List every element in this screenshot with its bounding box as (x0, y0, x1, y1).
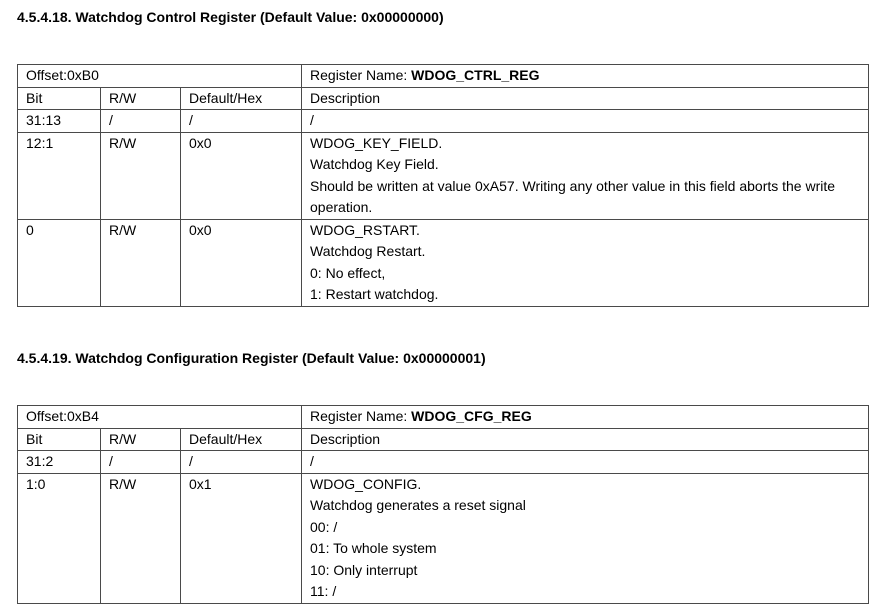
description-line: Watchdog Restart. (310, 243, 426, 259)
description-line: Should be written at value 0xA57. Writing any other value in this field aborts the write operation. (310, 177, 836, 215)
offset-cell: Offset:0xB4 (18, 406, 302, 429)
table-row-offset (18, 406, 869, 429)
default-cell: 0x1 (181, 473, 302, 603)
table-row (18, 451, 869, 474)
header-default: Default/Hex (181, 87, 302, 110)
table-row (18, 132, 869, 219)
description-line: 1: Restart watchdog. (310, 286, 439, 302)
header-default: Default/Hex (181, 428, 302, 451)
description-line: 00: / (310, 518, 338, 535)
description-cell (302, 473, 869, 603)
register-name-cell (302, 406, 869, 429)
description-line: 01: To whole system (310, 540, 437, 556)
section-title-wdog-ctrl: 4.5.4.18. Watchdog Control Register (Default Value: 0x00000000) (17, 9, 444, 25)
description-cell (302, 110, 869, 133)
header-rw: R/W (101, 87, 181, 110)
default-cell: 0x0 (181, 132, 302, 219)
description-line: WDOG_CONFIG. (310, 475, 422, 492)
description-cell (302, 132, 869, 219)
table-header-row (18, 428, 869, 451)
bit-cell: 12:1 (18, 132, 101, 219)
description-line: 0: No effect, (310, 264, 386, 281)
table-row (18, 110, 869, 133)
header-bit: Bit (18, 87, 101, 110)
bit-cell: 1:0 (18, 473, 101, 603)
description-line: 11: / (310, 583, 337, 599)
table-header-row (18, 87, 869, 110)
bit-cell: 0 (18, 219, 101, 306)
rw-cell: R/W (101, 219, 181, 306)
register-name-label: Register Name: (310, 408, 412, 424)
rw-cell: / (101, 110, 181, 133)
table-row (18, 219, 869, 306)
register-name: WDOG_CFG_REG (411, 408, 532, 424)
table-row-offset (18, 65, 869, 88)
description-cell (302, 451, 869, 474)
header-description: Description (302, 428, 869, 451)
description-line: Watchdog Key Field. (310, 156, 439, 172)
header-description: Description (302, 87, 869, 110)
offset-cell: Offset:0xB0 (18, 65, 302, 88)
description-line: Watchdog generates a reset signal (310, 497, 526, 513)
rw-cell: R/W (101, 132, 181, 219)
table-row (18, 473, 869, 603)
bit-cell: 31:2 (18, 451, 101, 474)
description-line: WDOG_KEY_FIELD. (310, 134, 443, 151)
description-line: 10: Only interrupt (310, 561, 418, 578)
register-name-label: Register Name: (310, 67, 412, 83)
rw-cell: R/W (101, 473, 181, 603)
description-line: / (310, 112, 314, 128)
header-rw: R/W (101, 428, 181, 451)
register-name: WDOG_CTRL_REG (411, 67, 540, 83)
rw-cell: / (101, 451, 181, 474)
register-table-wdog-cfg (17, 405, 869, 604)
header-bit: Bit (18, 428, 101, 451)
description-line: / (310, 453, 314, 469)
default-cell: / (181, 451, 302, 474)
section-title-wdog-cfg: 4.5.4.19. Watchdog Configuration Register (Default Value: 0x00000001) (17, 350, 486, 366)
register-name-cell (302, 65, 869, 88)
default-cell: / (181, 110, 302, 133)
default-cell: 0x0 (181, 219, 302, 306)
description-line: WDOG_RSTART. (310, 221, 420, 238)
description-cell (302, 219, 869, 306)
bit-cell: 31:13 (18, 110, 101, 133)
register-table-wdog-ctrl (17, 64, 869, 307)
